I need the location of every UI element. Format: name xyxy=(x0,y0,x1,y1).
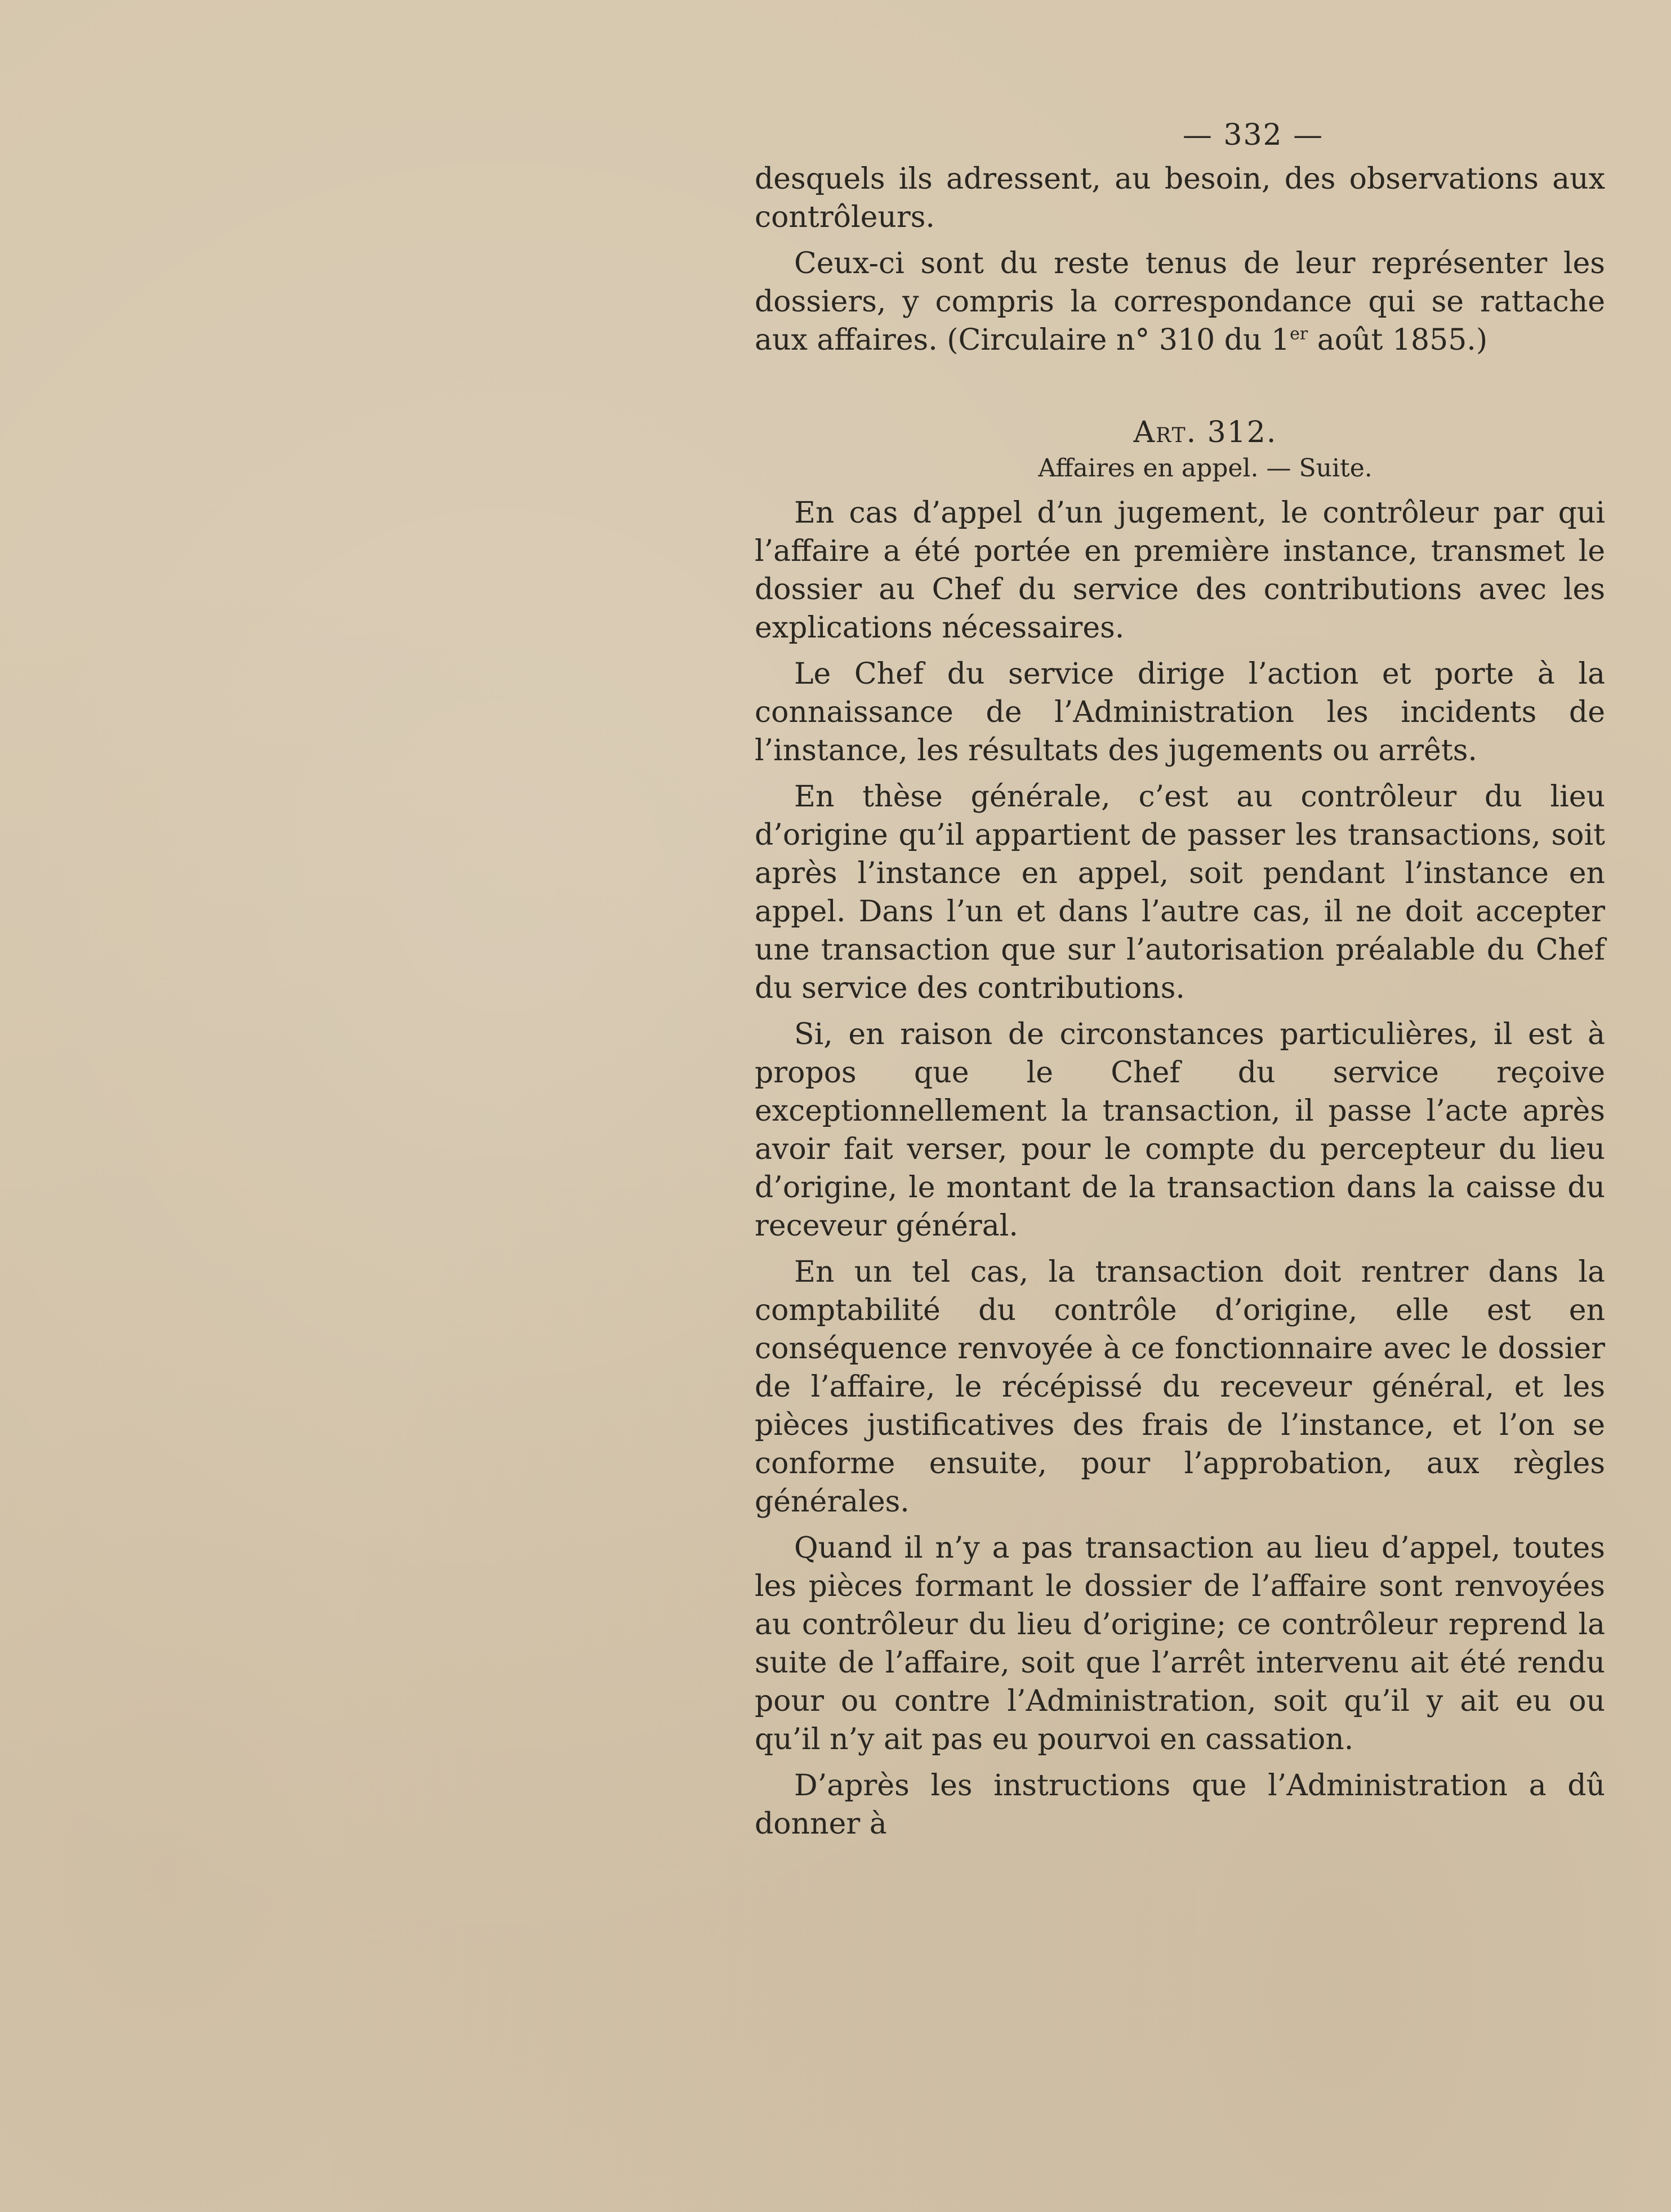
article-label: Art. 312. xyxy=(1133,416,1277,449)
paragraph-3: En thèse générale, c’est au contrôleur du lieu d’origine qu’il appartient de passer les transactions, soit après l’instance en appel, soit pendant l’instance en appel. Dans l’un et dans l’autre cas, il ne doit accepter une transaction que sur l’autorisation préalable du Chef du service des contributions. xyxy=(755,780,1605,1005)
paragraph-6: Quand il n’y a pas transaction au lieu d’appel, toutes les pièces formant le dossier de l’affaire sont renvoyées au contrôleur du lieu d’origine; ce contrôleur reprend la suite de l’affaire, soit que l’arrêt intervenu ait été rendu pour ou contre l’Administration, soit qu’il y ait eu ou qu’il n’y ait pas eu pourvoi en cassation. xyxy=(755,1531,1605,1756)
article-heading xyxy=(755,416,1605,449)
paragraph-circulaire xyxy=(755,244,1605,359)
paragraph-circulaire-end: août 1855.) xyxy=(1308,323,1488,357)
superscript-er: er xyxy=(1290,324,1308,344)
article-subtitle: Affaires en appel. — Suite. xyxy=(1038,454,1373,483)
paragraph-1: En cas d’appel d’un jugement, le contrôleur par qui l’affaire a été portée en première instance, transmet le dossier au Chef du service des contributions avec les explications nécessaires. xyxy=(755,496,1605,645)
page-number: — 332 — xyxy=(1182,118,1324,152)
paragraph-continuation: desquels ils adressent, au besoin, des observations aux contrôleurs. xyxy=(755,162,1605,234)
text-column xyxy=(755,118,1605,1843)
paragraph-7: D’après les instructions que l’Administration a dû donner à xyxy=(755,1769,1605,1841)
paragraph-4: Si, en raison de circonstances particulières, il est à propos que le Chef du service reçoive exceptionnellement la transaction, il passe l’acte après avoir fait verser, pour le compte du percepteur du lieu d’origine, le montant de la transaction dans la caisse du receveur général. xyxy=(755,1018,1605,1243)
paragraph-2: Le Chef du service dirige l’action et porte à la connaissance de l’Administration les incidents de l’instance, les résultats des jugements ou arrêts. xyxy=(755,657,1605,768)
paragraph-5: En un tel cas, la transaction doit rentrer dans la comptabilité du contrôle d’origine, elle est en conséquence renvoyée à ce fonctionnaire avec le dossier de l’affaire, le récépissé du receveur général, et les pièces justificatives des frais de l’instance, et l’on se conforme ensuite, pour l’approbation, aux règles générales. xyxy=(755,1255,1605,1519)
paragraph-circulaire-text: Ceux-ci sont du reste tenus de leur représenter les dossiers, y compris la correspondance qui se rattache aux affaires. (Circulaire n° 310 du 1 xyxy=(755,247,1605,357)
